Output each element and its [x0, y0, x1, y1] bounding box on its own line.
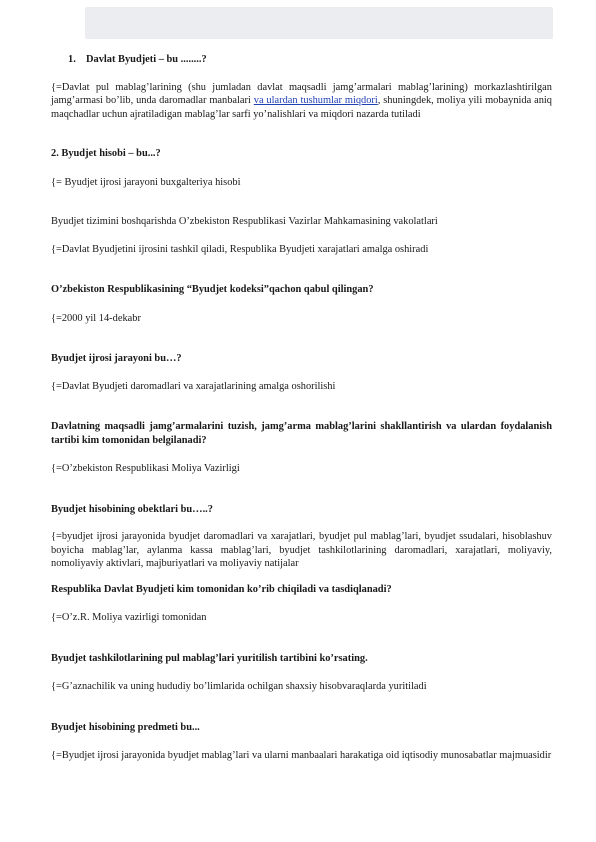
- question-6: Davlatning maqsadli jamg’armalarini tuzish, jamg’arma mablag’larini shakllantirish va ulardan foydalanish tartibi kim tomonidan belgilanadi?: [51, 421, 552, 446]
- question-text: Davlat Byudjeti – bu ........?: [86, 54, 207, 65]
- question-2: 2. Byudjet hisobi – bu...?: [51, 148, 161, 159]
- answer-3: {=Davlat Byudjetini ijrosini tashkil qiladi, Respublika Byudjeti xarajatlari amalga oshiradi: [51, 243, 429, 255]
- top-toolbar-bar: [85, 7, 553, 39]
- document-page: [51, 53, 552, 763]
- list-number: 1.: [68, 54, 76, 65]
- answer-9: {=G’aznachilik va uning hududiy bo’limlarida ochilgan shaxsiy hisobvaraqlarda yuritiladi: [51, 681, 427, 692]
- answer-6: {=O’zbekiston Respublikasi Moliya Vazirligi: [51, 463, 240, 474]
- answer-text-suffix: , shuningdek, moliya yili mobaynida aniq maqchadlar uchun ajratiladigan mablag’lar sarfi yo’nalishlari va miqdori nazarda tutiladi: [51, 95, 552, 120]
- answer-8: {=O’z.R. Moliya vazirligi tomonidan: [51, 612, 207, 623]
- answer-1: [51, 81, 552, 122]
- question-10: Byudjet hisobining predmeti bu...: [51, 721, 200, 733]
- question-5: Byudjet ijrosi jarayoni bu…?: [51, 353, 182, 364]
- question-8: Respublika Davlat Byudjeti kim tomonidan ko’rib chiqiladi va tasdiqlanadi?: [51, 583, 392, 595]
- answer-10: {=Byudjet ijrosi jarayonida byudjet mablag’lari va ularni manbaalari harakatiga oid iqtisodiy munosabatlar majmuasidir: [51, 750, 552, 761]
- question-9: Byudjet tashkilotlarining pul mablag’lari yuritilish tartibini ko’rsating.: [51, 652, 368, 664]
- hyperlink-text[interactable]: va ulardan tushumlar miqdori: [253, 95, 378, 106]
- answer-5: {=Davlat Byudjeti daromadlari va xarajatlarining amalga oshorilishi: [51, 380, 336, 392]
- question-3: Byudjet tizimini boshqarishda O’zbekiston Respublikasi Vazirlar Mahkamasining vakolatlari: [51, 216, 438, 227]
- answer-7: {=byudjet ijrosi jarayonida byudjet daromadlari va xarajatlari, byudjet pul mablag’lari, byudjet ssudalari, hisoblashuv boyicha mablag’lar, aylanma kassa mablag’lari, byudjet tashkilotlarining daromadlari, xarajatlari, moliyaviy, nomoliyaviy aktivlari, majburiyatlari va moliyaviy natijalar: [51, 531, 552, 569]
- answer-text: {=Davlat pul mablag’larining (shu jumladan davlat maqsadli jamg’armalari mablag’larining) morkazlashtirilgan jamg’armasi bo’lib, unda daromadlar manbalari: [51, 81, 552, 106]
- question-7: Byudjet hisobining obektlari bu…..?: [51, 503, 213, 515]
- question-4: O’zbekiston Respublikasining “Byudjet kodeksi”qachon qabul qilingan?: [51, 284, 374, 295]
- answer-2: {= Byudjet ijrosi jarayoni buxgalteriya hisobi: [51, 176, 241, 188]
- answer-4: {=2000 yil 14-dekabr: [51, 312, 141, 324]
- question-1: [51, 53, 552, 67]
